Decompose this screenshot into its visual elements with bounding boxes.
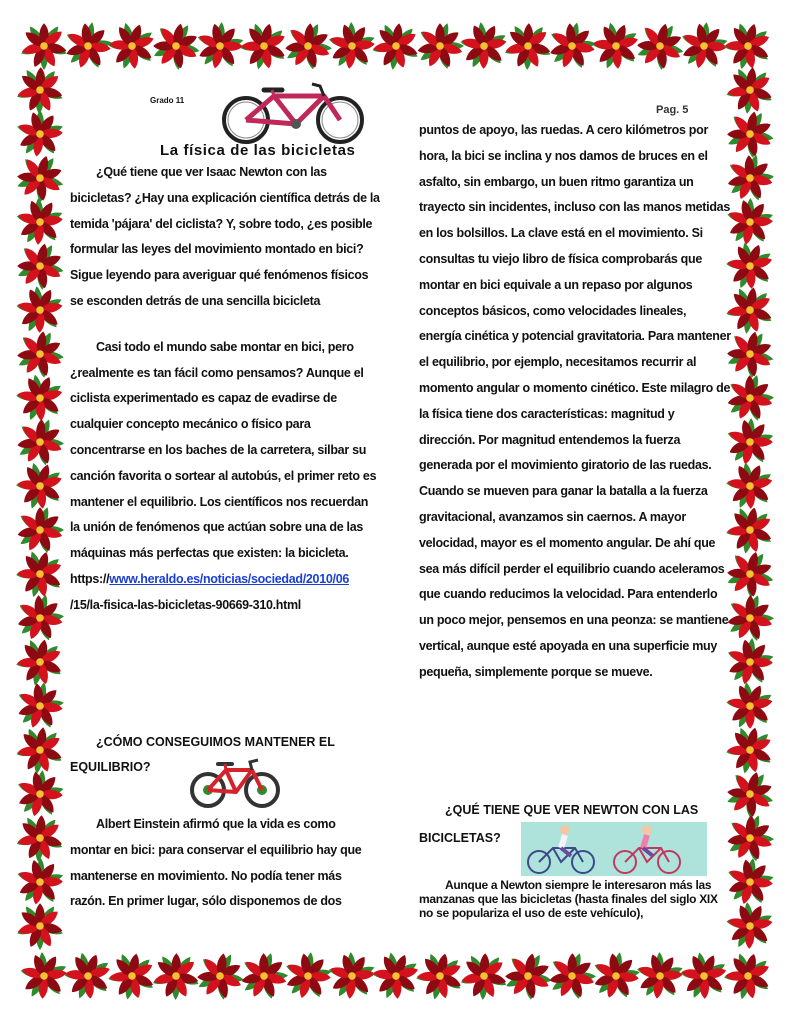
section-heading-newton: ¿QUÉ TIENE QUE VER NEWTON CON LAS BICICLETAS? (419, 803, 699, 845)
article-title: La física de las bicicletas (160, 142, 356, 159)
intro-paragraph: ¿Qué tiene que ver Isaac Newton con las bicicletas? ¿Hay una explicación científica detrás de la temida 'pájara' del ciclista? Y, sobre todo, ¿es posible formular las leyes del movimiento montado en bici? Sigue leyendo para averiguar qué fenómenos físicos se esconden detrás de una sencilla bicicleta (70, 165, 380, 308)
paragraph-einstein: Albert Einstein afirmó que la vida es como montar en bici: para conservar el equilibrio hay que mantenerse en movimiento. No podía tener más razón. En primer lugar, sólo disponemos de dos (70, 817, 362, 909)
poinsettia-flower (275, 14, 339, 79)
poinsettia-flower (6, 673, 73, 740)
poinsettia-flower (503, 22, 553, 70)
poinsettia-flower (721, 722, 778, 778)
poinsettia-flower (57, 946, 118, 1007)
poinsettia-flower (538, 13, 605, 80)
poinsettia-flower (8, 235, 70, 298)
poinsettia-flower (7, 497, 73, 563)
poinsettia-flower (8, 279, 72, 343)
poinsettia-flower (8, 367, 71, 429)
poinsettia-flower (539, 943, 605, 1009)
source-link[interactable]: www.heraldo.es/noticias/sociedad/2010/06 (109, 571, 349, 586)
right-column (419, 118, 731, 686)
poinsettia-flower (230, 943, 296, 1009)
paragraph-momentum: puntos de apoyo, las ruedas. A cero kilómetros por hora, la bici se inclina y nos damos de bruces en el asfalto, sin embargo, un buen ritmo garantiza un trayecto sin incidentes, incluso con las manos metidas en los bolsillos. La clave está en el movimiento. Si consultas tu viejo libro de física comprobarás que montar en bici equivale a un repaso por algunos conceptos básicos, como velocidades lineales, energía cinética y potencial gravitatoria. Para mantener el equilibrio, por ejemplo, necesitamos recurrir al momento angular o momento cinético. Este milagro de la física tiene dos características: magnitud y dirección. Por magnitud entendemos la fuerza generada por el movimiento giratorio de las ruedas. Cuando se mueven para ganar la batalla a la fuerza gravitacional, avanzamos sin caernos. A mayor velocidad, mayor es el momento angular. De ahí que sea más difícil perder el equilibrio cuando aceleramos que cuando reducimos la velocidad. Para entenderlo un poco mejor, pensemos en una peonza: se mantiene vertical, aunque esté apoyada en una superficie muy pequeña, simplemente porque se mueve. (419, 123, 731, 679)
paragraph-newton: Aunque a Newton siempre le interesaron más las manzanas que las bicicletas (hasta finales del siglo XIX no se populariza el uso de este vehículo), (419, 878, 718, 920)
poinsettia-flower (6, 585, 73, 652)
poinsettia-flower (144, 15, 206, 78)
poinsettia-flower (15, 66, 65, 114)
couple-riding-bicycles-image (521, 822, 707, 876)
poinsettia-flower (585, 16, 647, 77)
paragraph-equilibrium-intro: Casi todo el mundo sabe montar en bici, pero ¿realmente es tan fácil como pensamos? Aunque el ciclista experimentado es capaz de evadirse de cualquier concepto mecánico o físico para concentrarse en los baches de la carretera, silbar su canción favorita o sortear al autobús, el primer reto es mantener el equilibrio. Los científicos nos recuerdan la unión de fenómenos que actúan sobre una de las máquinas más perfectas que existen: la bicicleta. (70, 339, 377, 561)
link-suffix: /15/la-fisica-las-bicicletas-90669-310.html (70, 597, 301, 612)
poinsettia-flower (12, 635, 69, 691)
source-link-line (70, 567, 380, 593)
poinsettia-flower (720, 764, 780, 825)
poinsettia-flower (718, 17, 777, 75)
poinsettia-flower (459, 952, 509, 1001)
poinsettia-flower (629, 15, 690, 77)
grade-label: Grado 11 (150, 96, 185, 105)
left-column (70, 160, 380, 619)
poinsettia-flower (16, 903, 64, 950)
poinsettia-flower (7, 101, 73, 167)
poinsettia-flower (104, 949, 160, 1004)
left-column-bottom (70, 812, 370, 915)
link-prefix: https:// (70, 571, 110, 586)
poinsettia-flower (101, 16, 162, 76)
poinsettia-flower (719, 948, 777, 1006)
poinsettia-flower (14, 814, 65, 864)
page-number: Pag. 5 (656, 104, 689, 116)
red-bicycle-image (188, 758, 282, 810)
poinsettia-flower (7, 410, 72, 475)
poinsettia-flower (9, 148, 69, 209)
poinsettia-flower (11, 944, 76, 1009)
poinsettia-flower (152, 953, 201, 1001)
poinsettia-flower (496, 945, 559, 1008)
poinsettia-flower (20, 23, 68, 70)
poinsettia-flower (369, 20, 423, 73)
poinsettia-flower (407, 13, 473, 79)
poinsettia-flower (723, 64, 776, 116)
poinsettia-flower (717, 894, 782, 958)
poinsettia-flower (235, 18, 293, 75)
section-heading-equilibrium: ¿CÓMO CONSEGUIMOS MANTENER EL EQUILIBRIO? (70, 735, 335, 774)
poinsettia-flower (13, 724, 67, 777)
poinsettia-flower (411, 948, 468, 1004)
poinsettia-flower (10, 545, 69, 603)
pink-bicycle-image (212, 82, 374, 144)
poinsettia-flower (188, 944, 251, 1008)
